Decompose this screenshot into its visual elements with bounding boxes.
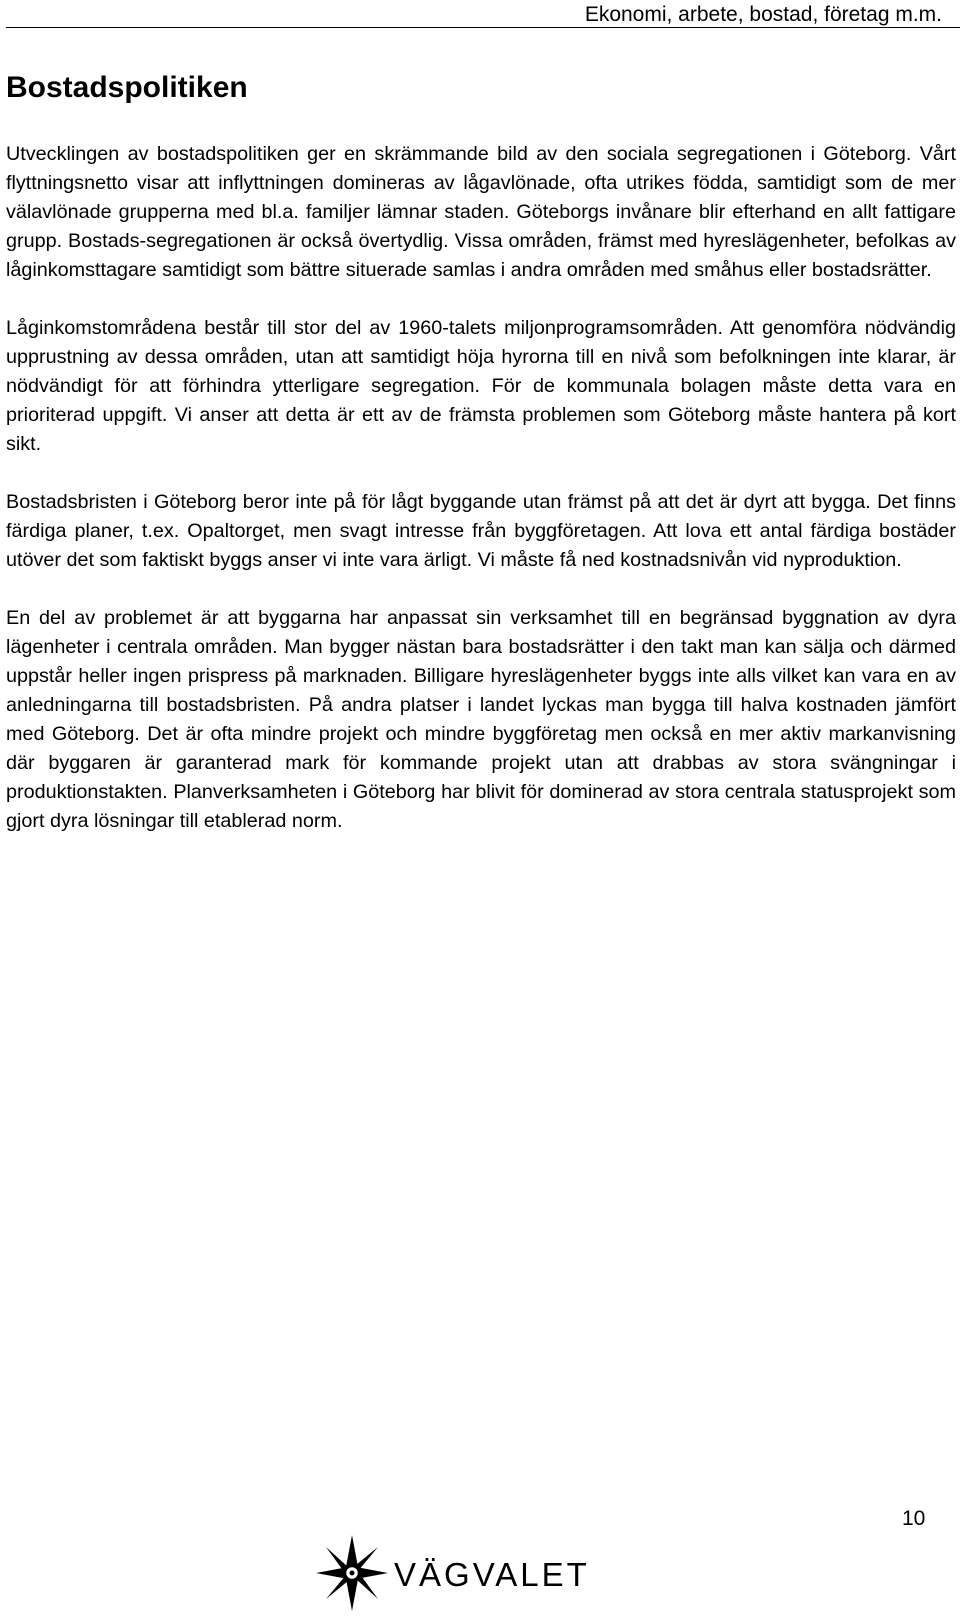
- paragraph-renovation: Låginkomstområdena består till stor del av 1960-talets miljonprogramsområden. Att genomföra nödvändig upprustning av dessa områden, utan att samtidigt höja hyrorna till en nivå som befolkningen inte klarar, är nödvändigt för att förhindra ytterligare segregation. För de kommunala bolagen måste detta vara en prioriterad uppgift. Vi anser att detta är ett av de främsta problemen som Göteborg måste hantera på kort sikt.: [6, 317, 956, 455]
- paragraph-segregation: Utvecklingen av bostadspolitiken ger en skrämmande bild av den sociala segregationen i Göteborg. Vårt flyttningsnetto visar att inflyttningen domineras av lågavlönade, ofta utrikes födda, samtidigt som de mer välavlönade grupperna med bl.a. familjer lämnar staden. Göteborgs invånare blir efterhand en allt fattigare grupp. Bostads-segregationen är också övertydlig. Vissa områden, främst med hyreslägenheter, befolkas av låginkomsttagare samtidigt som bättre situerade samlas i andra områden med småhus eller bostadsrätter.: [6, 143, 956, 281]
- paragraph-construction-costs: En del av problemet är att byggarna har anpassat sin verksamhet till en begränsad byggnation av dyra lägenheter i centrala områden. Man bygger nästan bara bostadsrätter i den takt man kan sälja och därmed uppstår heller ingen prispress på marknaden. Billigare hyreslägenheter byggs inte alls vilket kan vara en av anledningarna till bostadsbristen. På andra platser i landet lyckas man bygga till halva kostnaden jämfört med Göteborg. Det är ofta mindre projekt och mindre byggföretag men också en mer aktiv markanvisning där byggaren är garanterad mark för kommande projekt utan att drabbas av stora svängningar i produktionstakten. Planverksamheten i Göteborg har blivit för dominerad av stora centrala statusprojekt som gjort dyra lösningar till etablerad norm.: [6, 607, 956, 832]
- body-text: [6, 140, 956, 865]
- vagvalet-logo: [312, 1531, 612, 1615]
- compass-star-icon: [312, 1531, 392, 1615]
- page-title: Bostadspolitiken: [6, 71, 248, 104]
- running-header: Ekonomi, arbete, bostad, företag m.m.: [584, 3, 942, 26]
- logo-wordmark: VÄGVALET: [394, 1556, 590, 1593]
- paragraph-housing-shortage: Bostadsbristen i Göteborg beror inte på för lågt byggande utan främst på att det är dyrt att bygga. Det finns färdiga planer, t.ex. Opaltorget, men svagt intresse från byggföretagen. Att lova ett antal färdiga bostäder utöver det som faktiskt byggs anser vi inte vara ärligt. Vi måste få ned kostnadsnivån vid nyproduktion.: [6, 491, 956, 571]
- page-number: 10: [902, 1507, 926, 1530]
- header-divider: [6, 27, 960, 28]
